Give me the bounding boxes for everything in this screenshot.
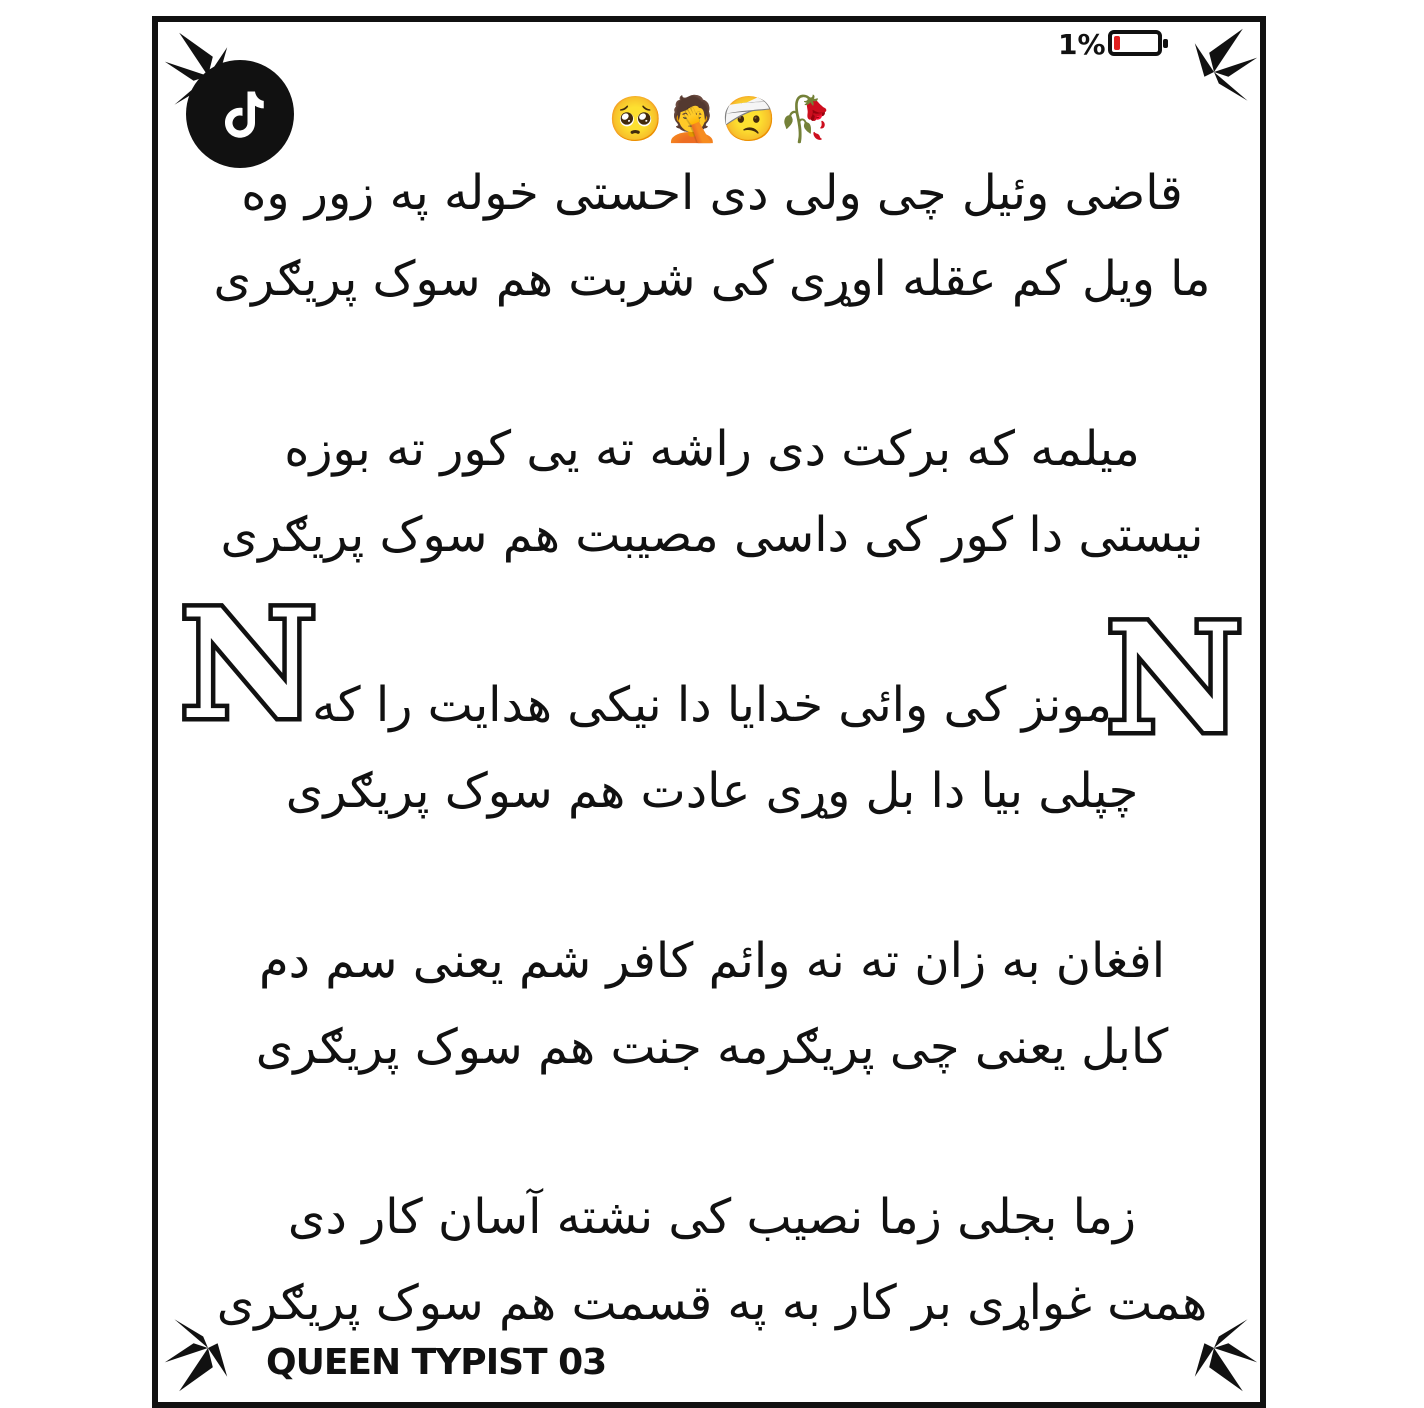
battery-percent: 1% <box>1058 28 1106 61</box>
poem-text <box>200 150 1224 1346</box>
poem-line: کابل یعنی چی پریګرمه جنت هم سوک پریګری <box>255 1019 1169 1075</box>
leaf-ornament-icon <box>1166 24 1262 120</box>
poem-line: زما بجلی زما نصیب کی نشته آسان کار دی <box>287 1189 1137 1245</box>
battery-icon <box>1108 30 1162 56</box>
emoji-row: 🥺🤦🤕🥀 <box>608 94 836 145</box>
poem-line: ما ویل کم عقله اوړی کی شربت هم سوک پریګری <box>213 251 1211 307</box>
poem-line: افغان به زان ته نه وائم کافر شم یعنی سم دم <box>258 933 1166 989</box>
battery-level-fill <box>1114 36 1120 50</box>
poem-line: همت غواړی بر کار به په قسمت هم سوک پریګری <box>216 1275 1208 1331</box>
poem-line: میلمه که برکت دی راشه ته یی کور ته بوزه <box>284 421 1140 477</box>
poem-line: قاضی وئیل چی ولی دی احستی خوله په زور وه <box>241 165 1183 221</box>
decorative-letter-right: N <box>1106 591 1244 767</box>
watermark-text: QUEEN TYPIST 03 <box>266 1342 607 1383</box>
poem-line: چپلی بیا دا بل وړی عادت هم سوک پریګری <box>285 763 1139 819</box>
poem-line: نیستی دا کور کی داسی مصیبت هم سوک پریګری <box>220 507 1204 563</box>
poem-line: مونز کی وائی خدایا دا نیکی هدایت را که <box>312 677 1112 733</box>
decorative-letter-left: N <box>180 577 318 753</box>
